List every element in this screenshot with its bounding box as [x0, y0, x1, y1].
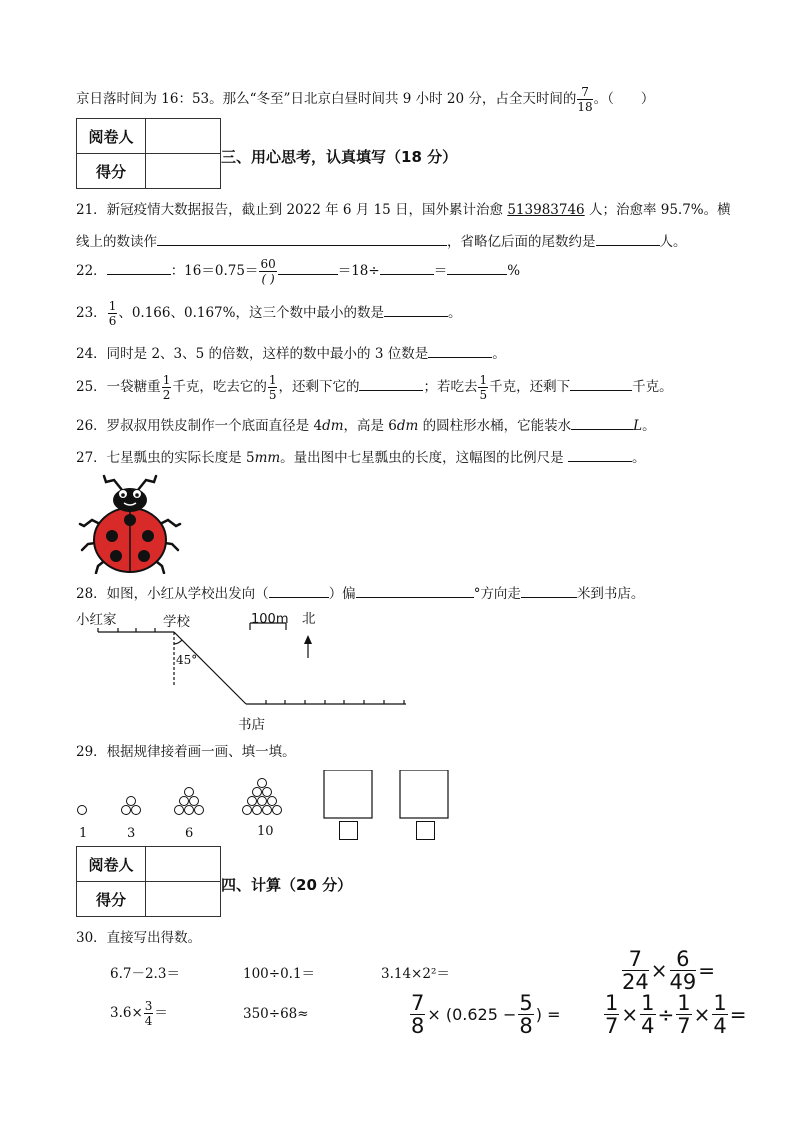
- dot-label-1: 1: [79, 826, 88, 841]
- q26-text-1: 26．罗叔叔用铁皮制作一个底面直径是 4: [76, 418, 323, 434]
- q28-text-4: 米到书店。: [576, 586, 645, 602]
- section4-title: 四、计算（20 分）: [221, 876, 353, 894]
- q28-blank-distance[interactable]: [521, 584, 577, 598]
- q22-eq1: ：16＝0.75＝: [170, 263, 259, 279]
- q25-fraction-1: $\frac{1}{2}$: [162, 373, 171, 402]
- reviewer-field-2[interactable]: [146, 847, 221, 882]
- q26-unit-1: dm: [322, 418, 344, 434]
- q20-answer-paren: 。（ ）: [593, 91, 655, 107]
- q21-text-d: ，省略亿后面的尾数约是: [447, 234, 596, 250]
- q21-line1: [76, 198, 731, 218]
- q25-text-1: 25．一袋糖重: [76, 379, 161, 395]
- q22-blank-1[interactable]: [107, 261, 171, 275]
- q20-tail: [76, 86, 654, 113]
- map-label-store: 书店: [238, 717, 265, 733]
- q22-eq2: ＝18÷: [337, 263, 380, 279]
- answer-box-1[interactable]: [339, 821, 358, 840]
- q27: [76, 446, 645, 466]
- q28-blank-direction[interactable]: [269, 584, 329, 598]
- map-label-school: 学校: [163, 614, 190, 630]
- calc-6: 350÷68≈: [243, 1006, 309, 1022]
- q22-percent: %: [507, 263, 521, 279]
- q28-text-2: ）偏: [328, 586, 356, 602]
- q23-end: 。: [447, 305, 462, 321]
- q25-text-3: ，还剩下它的: [278, 379, 360, 395]
- q23-fraction: $\frac{1}{6}$: [108, 299, 117, 328]
- q27-text-2: 。量出图中七星瓢虫的长度，这幅图的比例尺是: [280, 450, 568, 466]
- q21-number: 513983746: [507, 202, 585, 218]
- grader-box-section3: [76, 118, 221, 189]
- q22-blank-3[interactable]: [380, 261, 434, 275]
- answer-box-2[interactable]: [416, 821, 435, 840]
- q21-text-a: 21．新冠疫情大数据报告，截止到 2022 年 6 月 15 日，国外累计治愈: [76, 202, 508, 218]
- q23-blank[interactable]: [384, 303, 448, 317]
- map-label-north: 北: [302, 611, 316, 627]
- q26-text-2: ，高是 6: [343, 418, 397, 434]
- score-label: 得分: [77, 154, 146, 189]
- map-label-scale: 100m: [251, 612, 289, 627]
- dot-label-10: 10: [257, 824, 274, 839]
- q25-text-5: 千克，还剩下: [489, 379, 571, 395]
- score-field-2[interactable]: [146, 882, 221, 917]
- q21-line2: [76, 230, 687, 250]
- q27-unit: mm: [254, 450, 281, 466]
- q28-text-1: 28．如图，小红从学校出发向（: [76, 586, 269, 602]
- q27-end: 。: [631, 450, 646, 466]
- score-field[interactable]: [146, 154, 221, 189]
- q28: [76, 582, 644, 602]
- q22-num: 22．: [76, 263, 107, 279]
- q22: [76, 258, 520, 285]
- q21-text-b: 人；治愈率 95.7%。横: [584, 202, 731, 218]
- q26-unit-3: L: [633, 418, 643, 434]
- section3-title: 三、用心思考，认真填写（18 分）: [221, 148, 458, 166]
- q27-text-1: 27．七星瓢虫的实际长度是 5: [76, 450, 255, 466]
- reviewer-label: 阅卷人: [77, 119, 146, 154]
- score-label-2: 得分: [77, 882, 146, 917]
- q30-text: 30．直接写出得数。: [76, 930, 202, 946]
- calc-3: 3.14×2²＝: [381, 966, 450, 982]
- q22-fraction: $\frac{60}{( )}$: [260, 257, 276, 286]
- map-label-angle: 45°: [176, 653, 198, 667]
- q21-blank-approx[interactable]: [596, 232, 660, 246]
- calc-2: 100÷0.1＝: [243, 966, 316, 982]
- q22-blank-2[interactable]: [278, 261, 338, 275]
- reviewer-label-2: 阅卷人: [77, 847, 146, 882]
- calc-1: 6.7－2.3＝: [110, 966, 180, 982]
- q25-fraction-3: $\frac{1}{5}$: [479, 373, 488, 402]
- q28-blank-angle[interactable]: [356, 584, 474, 598]
- q25-fraction-2: $\frac{1}{5}$: [268, 373, 277, 402]
- calc-5: 3.6× $\frac{3}{4}$ ＝: [110, 999, 168, 1028]
- q25: [76, 374, 673, 401]
- q25-blank-1[interactable]: [359, 377, 423, 391]
- q22-blank-4[interactable]: [447, 261, 507, 275]
- q26-blank[interactable]: [571, 416, 633, 430]
- grader-box-section4: [76, 846, 221, 917]
- q26-text-3: 的圆柱形水桶，它能装水: [418, 418, 572, 434]
- q20-fraction: $\frac{7}{18}$: [577, 85, 593, 114]
- q25-text-4: ；若吃去: [423, 379, 478, 395]
- q25-text-6: 千克。: [632, 379, 673, 395]
- q26-unit-2: dm: [396, 418, 419, 434]
- q28-text-3: °方向走: [473, 586, 521, 602]
- q24: [76, 342, 506, 362]
- q20-text: 京日落时间为 16：53。那么“冬至”日北京白昼时间共 9 小时 20 分，占全天时间的: [76, 91, 577, 107]
- ladybug-image: [74, 470, 186, 574]
- q24-end: 。: [492, 346, 506, 362]
- calc-8: $\frac{1}{7}$ × $\frac{1}{4}$ ÷ $\frac{1}{7}$ × $\frac{1}{4}$ =: [605, 991, 747, 1039]
- q23-num: 23．: [76, 305, 107, 321]
- q26: [76, 414, 656, 434]
- q25-text-2: 千克，吃去它的: [172, 379, 267, 395]
- q24-blank[interactable]: [428, 344, 492, 358]
- map-label-home: 小红家: [76, 612, 117, 628]
- q23-text: 、0.166、0.167%，这三个数中最小的数是: [118, 305, 384, 321]
- q21-text-c: 线上的数读作: [76, 234, 157, 250]
- q23: [76, 300, 461, 327]
- dot-label-6: 6: [185, 826, 194, 841]
- q21-text-e: 人。: [659, 234, 687, 250]
- reviewer-field[interactable]: [146, 119, 221, 154]
- calc-4: $\frac{7}{24}$ × $\frac{6}{49}$ =: [622, 947, 715, 995]
- q26-end: 。: [642, 418, 656, 434]
- q29-text: 29．根据规律接着画一画、填一填。: [76, 744, 296, 760]
- dot-label-3: 3: [127, 826, 136, 841]
- q25-blank-2[interactable]: [570, 377, 632, 391]
- q21-blank-read[interactable]: [157, 232, 447, 246]
- calc-7: $\frac{7}{8}$ × (0.625 − $\frac{5}{8}$ ) =: [411, 991, 561, 1039]
- route-map: [70, 618, 410, 718]
- q24-text: 24．同时是 2、3、5 的倍数，这样的数中最小的 3 位数是: [76, 346, 429, 362]
- q22-eq3: ＝: [433, 263, 448, 279]
- q27-blank[interactable]: [568, 448, 632, 462]
